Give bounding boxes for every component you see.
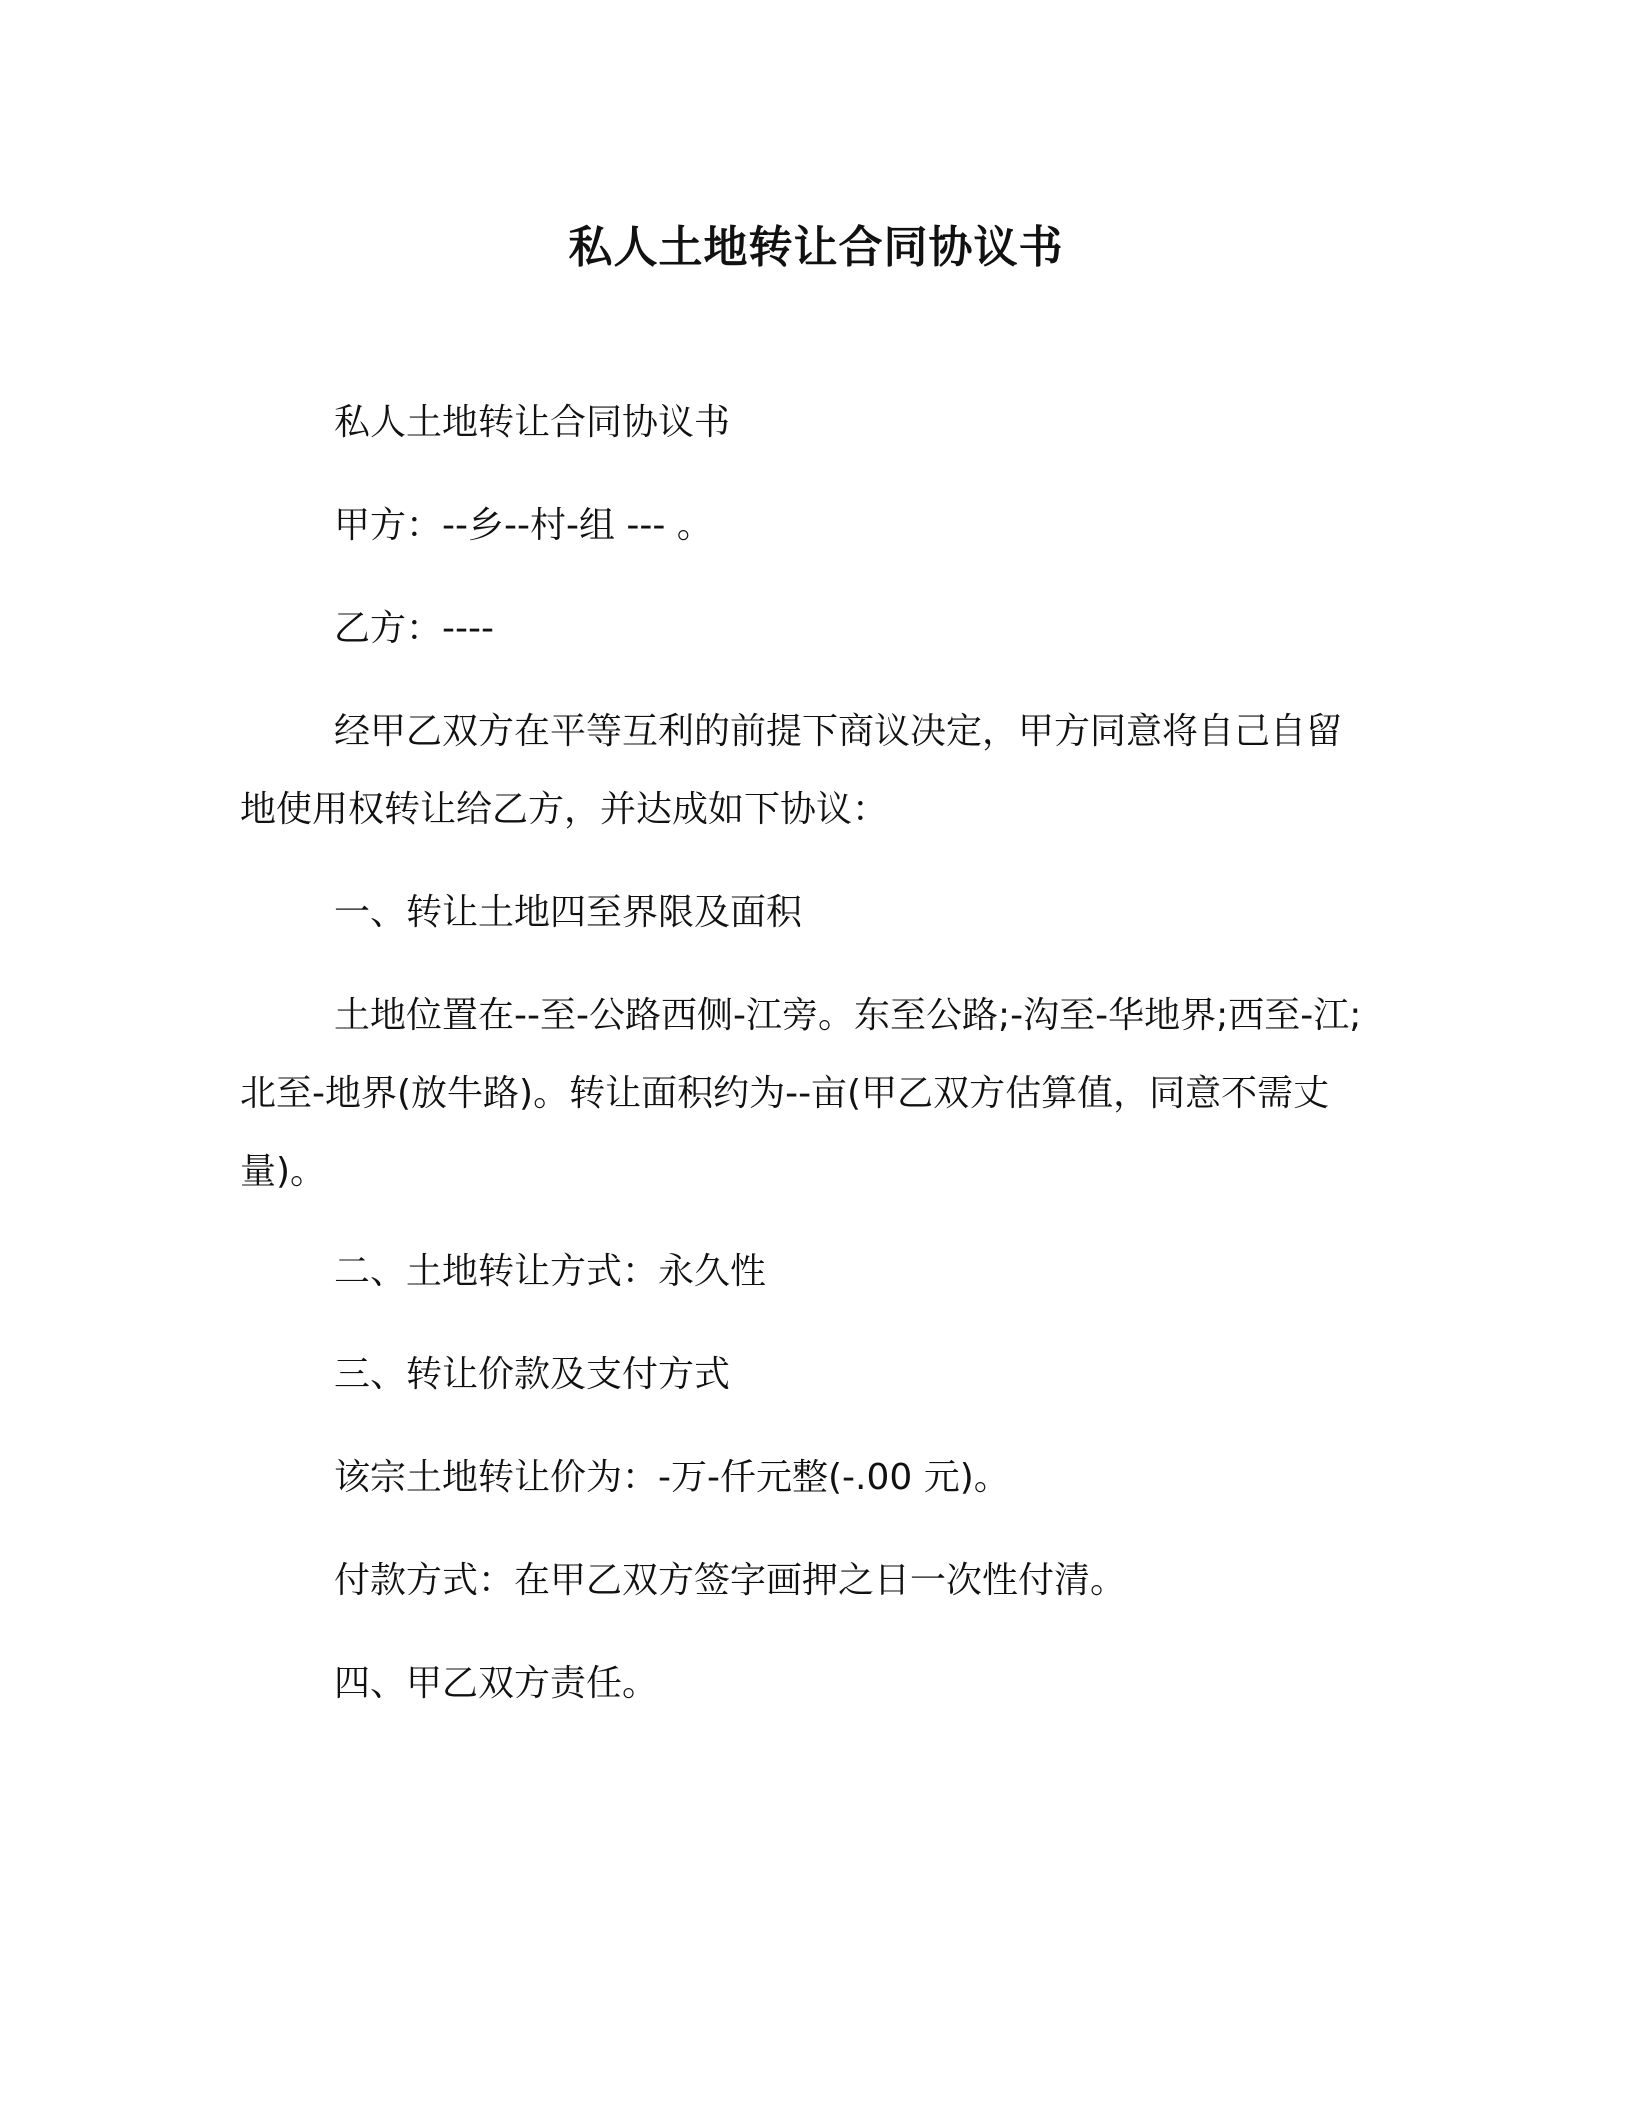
intro-line-1: 经甲乙双方在平等互利的前提下商议决定，甲方同意将自己自留 bbox=[334, 711, 1343, 752]
party-a-line: 甲方：--乡--村-组 --- 。 bbox=[334, 505, 713, 546]
document-subtitle bbox=[240, 384, 1390, 462]
intro-line-2: 地使用权转让给乙方，并达成如下协议： bbox=[240, 789, 889, 830]
party-b bbox=[240, 590, 1390, 668]
party-a bbox=[240, 487, 1390, 565]
party-b-line: 乙方：---- bbox=[334, 608, 494, 649]
section3-heading-line: 三、转让价款及支付方式 bbox=[334, 1354, 731, 1395]
section1-heading-line: 一、转让土地四至界限及面积 bbox=[334, 892, 803, 933]
section3-price bbox=[240, 1439, 1390, 1517]
section3-payment-line: 付款方式：在甲乙双方签字画押之日一次性付清。 bbox=[334, 1560, 1127, 1601]
section4-heading-line: 四、甲乙双方责任。 bbox=[334, 1663, 659, 1704]
section3-heading bbox=[240, 1336, 1390, 1414]
subtitle-line: 私人土地转让合同协议书 bbox=[334, 402, 731, 443]
section4-heading bbox=[240, 1645, 1390, 1723]
section3-payment bbox=[240, 1542, 1390, 1620]
section1-body-line-2: 北至-地界(放牛路)。转让面积约为--亩(甲乙双方估算值，同意不需丈 bbox=[240, 1073, 1330, 1114]
intro-paragraph bbox=[240, 693, 1390, 849]
document-title: 私人土地转让合同协议书 bbox=[568, 222, 1064, 273]
section1-body-line-1: 土地位置在--至-公路西侧-江旁。东至公路;-沟至-华地界;西至-江; bbox=[334, 995, 1362, 1036]
section3-price-line: 该宗土地转让价为：-万-仟元整(-.00 元)。 bbox=[334, 1457, 1010, 1498]
section2-heading bbox=[240, 1233, 1390, 1311]
section1-heading bbox=[240, 874, 1390, 952]
section1-body-line-3: 量)。 bbox=[240, 1151, 327, 1192]
section2-heading-line: 二、土地转让方式：永久性 bbox=[334, 1251, 767, 1292]
section1-body bbox=[240, 977, 1390, 1211]
